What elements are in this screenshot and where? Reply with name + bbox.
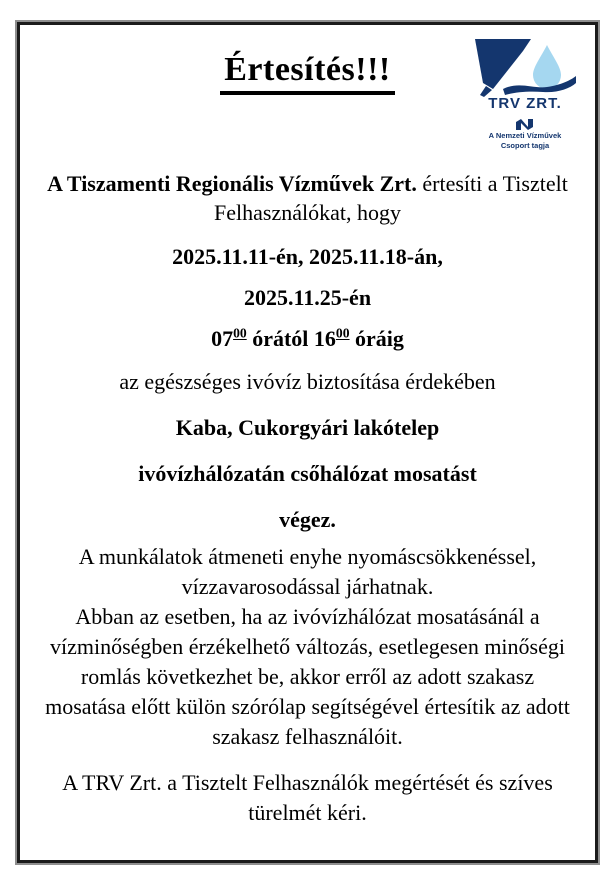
trv-logo-graphic [473, 37, 577, 97]
time-start-hour: 07 [211, 326, 234, 352]
group-membership-line1: A Nemzeti Vízművek [488, 131, 562, 140]
time-suffix: óráig [349, 326, 404, 352]
location-line-2: ivóvízhálózatán csőhálózat mosatást [138, 461, 477, 487]
notice-paragraph: Abban az esetben, ha az ivóvízhálózat mosatásánál a vízminőségben érzékelhető változás, esetlegesen minőségi romlás következhet be, akkor erről az adott szakasz mosatása előtt külön szórólap segítségével értesítik az adott szakasz felhasználóit. [45, 604, 570, 750]
purpose-line: az egészséges ivóvíz biztosítása érdekében [119, 369, 496, 395]
company-name: A Tiszamenti Regionális Vízművek Zrt. [47, 171, 417, 197]
date-line-1: 2025.11.11-én, 2025.11.18-án, [172, 244, 443, 270]
date-line-2: 2025.11.25-én [243, 285, 372, 311]
trv-zrt-label: TRV ZRT. [488, 95, 562, 112]
time-middle: órától 16 [246, 326, 336, 352]
intro-paragraph [40, 169, 575, 227]
notice-sheet [17, 22, 598, 863]
effects-paragraph: A munkálatok átmeneti enyhe nyomáscsökkenéssel, vízzavarosodással járhatnak. [78, 544, 537, 600]
closing-paragraph: A TRV Zrt. a Tisztelt Felhasználók megértését és szíves türelmét kéri. [62, 770, 553, 826]
group-membership-line2: Csoport tagja [500, 141, 550, 150]
time-end-minutes: 00 [335, 326, 350, 342]
notice-body [40, 169, 575, 828]
page-title: Értesítés!!! [220, 51, 394, 95]
nemzeti-n-icon [513, 118, 537, 131]
trv-logo [467, 37, 583, 151]
location-line-3: végez. [279, 507, 336, 533]
water-drop-icon [533, 45, 561, 89]
location-line-1: Kaba, Cukorgyári lakótelep [175, 415, 440, 441]
time-start-minutes: 00 [233, 326, 247, 342]
time-range-line [40, 325, 575, 353]
intro-rest: értesíti a Tisztelt Felhasználókat, hogy [214, 171, 568, 226]
